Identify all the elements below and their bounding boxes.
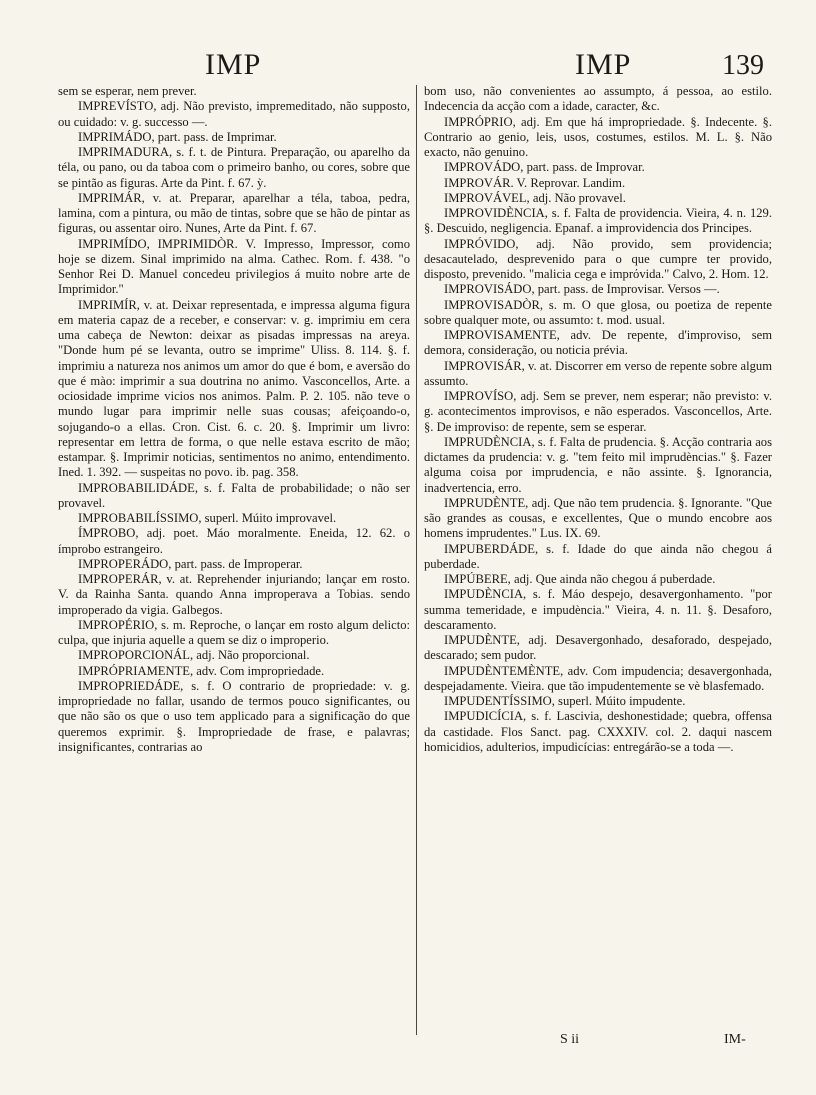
column-left — [58, 84, 410, 755]
running-head-left: IMP — [205, 48, 262, 81]
dictionary-entry: IMPROVIDÈNCIA, s. f. Falta de providencia. Vieira, 4. n. 129. §. Descuido, negligencia. Epanaf. a improvidencia dos Principes. — [424, 206, 772, 236]
dictionary-entry: IMPUDÈNTEMÈNTE, adv. Com impudencia; desavergonhada, despejadamente. Vieira. que tão impudentemente se vè blasfemado. — [424, 663, 772, 693]
dictionary-entry: sem se esperar, nem prever. — [58, 84, 197, 98]
dictionary-entry: IMPRÓVIDO, adj. Não provido, sem providencia; desacautelado, desprevenido para o que cumpre ter provido, disposto, prevenido. "malicia cega e imprόvida." Calvo, 2. Hom. 12. — [424, 236, 772, 281]
dictionary-entry: IMPRUDÈNTE, adj. Que não tem prudencia. §. Ignorante. "Que são grandes as cousas, e excellentes, Que o mundo encobre aos homens imprudentes." Lus. IX. 69. — [424, 495, 772, 541]
dictionary-entry: IMPÚBERE, adj. Que ainda não chegou á puberdade. — [444, 572, 716, 586]
dictionary-entry: IMPUDÈNCIA, s. f. Máo despejo, desavergonhamento. "por summa temeridade, e impudència." Vieira, 4. n. 11. §. Desaforo, descaramento. — [424, 587, 772, 632]
dictionary-entry: IMPROVISADÒR, s. m. O que glosa, ou poetiza de repente sobre qualquer mote, ou assumto: t. mod. usual. — [424, 297, 772, 327]
dictionary-entry: IMPROPRIEDÁDE, s. f. O contrario de propriedade: v. g. impropriedade no fallar, usando de termos pouco significantes, ou que não são os que o uso tem applicado para a significação do que queremos exprimir. §. Impropriedade de frase, e palavras; insignificantes, contrarias ao — [58, 678, 410, 754]
catchword: IM- — [724, 1032, 746, 1047]
dictionary-entry: IMPROPERÁR, v. at. Reprehender injuriando; lançar em rosto. V. da Rainha Santa. quando Anna improperava a Tobias. sendo improperado da vigia. Galbegos. — [58, 572, 410, 617]
dictionary-entry: IMPREVÍSTO, adj. Não previsto, impremeditado, não supposto, ou cuidado: v. g. successo —. — [58, 99, 410, 129]
dictionary-entry: IMPROBABILIDÁDE, s. f. Falta de probabilidade; o não ser provavel. — [58, 480, 410, 510]
dictionary-entry: IMPRUDÈNCIA, s. f. Falta de prudencia. §. Acção contraria aos dictames da prudencia: v. g. "tem feito mil imprudèncias." §. Fazer alguma coisa por imprudencia, e não assinte. §. Ignorancia, inadvertencia, erro. — [424, 434, 772, 495]
dictionary-entry: IMPROVÍSO, adj. Sem se prever, nem esperar; não previsto: v. g. acontecimentos improvisos, e não esperados. Vasconcellos, Arte. §. De improviso: de repente, sem se esperar. — [424, 389, 772, 434]
page-number: 139 — [722, 50, 764, 81]
dictionary-entry: IMPRIMÍR, v. at. Deixar representada, e impressa alguma figura em materia capaz de a receber, e conservar: v. g. imprimiu em cera uma cabeça de Newton: deixar as pisadas impressas na areya. "Donde hum pé se levanta, outro se imprime" Uliss. 8. 114. §. f. imprimiu a natureza nos animos um amor do que é bom, e aversão do que é mào: imprimir a sua doutrina no animo. Vasconcellos, Arte. a ociosidade imprime vicios nos animos. Palm. P. 2. 105. não teve o mundo lugar para imprimir nelle suas cousas; afeiçoando-o, sojugando-o a ellas. Cron. Cist. 6. c. 20. §. Imprimir um livro: representar em lettra de forma, o que nelle estava escrito de mão; estampar. §. Imprimir noticias, sentimentos no animo, entendimento. Ined. 1. 392. — suspeitas no povo. ib. pag. 358. — [58, 297, 410, 480]
dictionary-entry: IMPUDÈNTE, adj. Desavergonhado, desaforado, despejado, descarado; sem pudor. — [424, 633, 772, 663]
dictionary-entry: IMPROVÁVEL, adj. Não provavel. — [444, 190, 626, 205]
dictionary-entry: IMPUDENTÍSSIMO, superl. Múito impudente. — [444, 694, 686, 708]
dictionary-entry: IMPROPÉRIO, s. m. Reproche, o lançar em rosto algum delicto: culpa, que injuria aquelle a quem se diz o improperio. — [58, 617, 410, 647]
dictionary-entry: IMPROPERÁDO, part. pass. de Improperar. — [78, 556, 303, 571]
dictionary-entry: IMPUDICÍCIA, s. f. Lascivia, deshonestidade; quebra, offensa da castidade. Flos Sanct. pag. CXXXIV. col. 2. daqui nascem homicidios, adulterios, impudicícias: entregárão-se a toda —. — [424, 709, 772, 754]
dictionary-entry: IMPROPORCIONÁL, adj. Não proporcional. — [78, 648, 310, 663]
dictionary-entry: IMPROVÁR. V. Reprovar. Landim. — [444, 175, 626, 190]
dictionary-entry: IMPRIMÁDO, part. pass. de Imprimar. — [78, 129, 277, 144]
dictionary-entry: ÍMPROBO, adj. poet. Máo moralmente. Eneida, 12. 62. o ímprobo estrangeiro. — [58, 526, 410, 556]
dictionary-entry: IMPUBERDÁDE, s. f. Idade do que ainda não chegou á puberdade. — [424, 541, 772, 571]
dictionary-entry: IMPRIMADURA, s. f. t. de Pintura. Preparação, ou aparelho da téla, ou pano, ou da taboa com o primeiro banho, ou cores, sobre que se pintão as figuras. Arte da Pint. f. 67. ỳ. — [58, 145, 410, 190]
dictionary-entry: IMPROBABILÍSSIMO, superl. Múito improvavel. — [78, 511, 337, 525]
running-head-right: IMP — [575, 48, 632, 81]
column-divider — [416, 85, 417, 1035]
dictionary-entry: IMPRIMÍDO, IMPRIMIDÒR. V. Impresso, Impressor, como hoje se dizem. Sinal imprimido na alma. Cathec. Rom. f. 438. "o Senhor Rei D. Manuel concedeu privilegios á muito nobre arte de Imprimidor." — [58, 236, 410, 297]
dictionary-entry: IMPROVÁDO, part. pass. de Improvar. — [444, 160, 645, 175]
dictionary-entry: IMPRÓPRIO, adj. Em que há impropriedade. §. Indecente. §. Contrario ao genio, leis, usos, costumes, estilos. M. L. §. Não exacto, não genuino. — [424, 114, 772, 159]
dictionary-entry: IMPRIMÁR, v. at. Preparar, aparelhar a téla, taboa, pedra, lamina, com a pintura, ou mão de tintas, sobre que se hão de pintar as figuras, ou assentar oiro. Nunes, Arte da Pint. f. 67. — [58, 190, 410, 236]
dictionary-entry: IMPROVISÁR, v. at. Discorrer em verso de repente sobre algum assumto. — [424, 358, 772, 388]
dictionary-entry: IMPRÓPRIAMENTE, adv. Com impropriedade. — [78, 663, 325, 678]
signature-mark: S ii — [560, 1032, 580, 1047]
dictionary-entry: IMPROVISAMENTE, adv. De repente, d'improviso, sem demora, consideração, ou noticia prévia. — [424, 328, 772, 358]
dictionary-entry: IMPROVISÁDO, part. pass. de Improvisar. Versos —. — [444, 282, 720, 297]
dictionary-entry: bom uso, não convenientes ao assumpto, á pessoa, ao estilo. Indecencia da acção com a idade, caracter, &c. — [424, 84, 772, 114]
column-right — [424, 84, 772, 755]
